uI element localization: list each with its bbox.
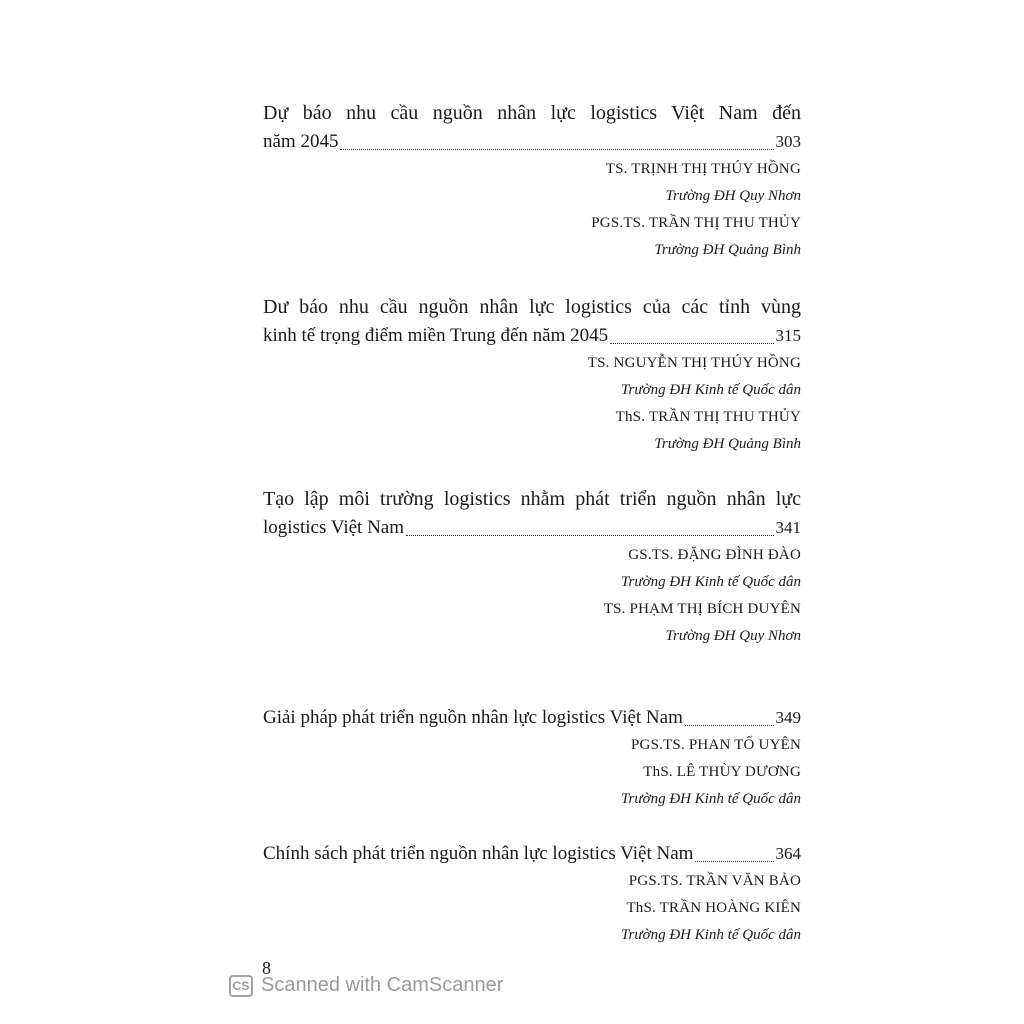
author-affiliation: Trường ĐH Kinh tế Quốc dân: [621, 791, 801, 807]
author-name: TS. NGUYỄN THỊ THÚY HỒNG: [587, 355, 801, 371]
entry-title-line: Dự báo nhu cầu nguồn nhân lực logistics Việt Nam đến: [263, 102, 801, 124]
author-affiliation: Trường ĐH Kinh tế Quốc dân: [621, 382, 801, 398]
author-affiliation: Trường ĐH Quảng Bình: [654, 436, 801, 452]
author-name: PGS.TS. TRẦN THỊ THU THỦY: [591, 215, 801, 231]
toc-entry: [263, 704, 801, 813]
entry-page-number: 364: [775, 844, 801, 863]
toc-entry: [263, 98, 801, 264]
entry-title-line: Tạo lập môi trường logistics nhằm phát triển nguồn nhân lực: [263, 488, 801, 510]
entry-page-number: 349: [775, 708, 801, 727]
entry-title-last-line: [263, 840, 801, 868]
dot-leader: [685, 725, 774, 726]
entry-page-number: 303: [775, 132, 801, 151]
author-name: PGS.TS. TRẦN VĂN BẢO: [628, 873, 801, 889]
entry-title-text: Giải pháp phát triển nguồn nhân lực logistics Việt Nam: [263, 707, 683, 728]
dot-leader: [340, 149, 773, 150]
entry-title-last-line: [263, 704, 801, 732]
entry-title-text: logistics Việt Nam: [263, 517, 404, 538]
entry-title-text: kinh tế trọng điểm miền Trung đến năm 2045: [263, 325, 609, 346]
scanner-watermark: [229, 974, 503, 997]
author-name: TS. TRỊNH THỊ THÚY HỒNG: [605, 161, 801, 177]
camscanner-logo-icon: CS: [229, 975, 253, 997]
entry-title-line: Dư báo nhu cầu nguồn nhân lực logistics của các tỉnh vùng: [263, 296, 801, 318]
dot-leader: [695, 861, 773, 862]
entry-title-last-line: [263, 514, 801, 542]
author-name: GS.TS. ĐẶNG ĐÌNH ĐÀO: [628, 547, 801, 563]
watermark-text: Scanned with CamScanner: [261, 974, 504, 996]
entry-page-number: 315: [775, 326, 801, 345]
author-name: PGS.TS. PHAN TỐ UYÊN: [631, 737, 801, 753]
author-name: TS. PHẠM THỊ BÍCH DUYÊN: [603, 601, 801, 617]
entry-title-last-line: [263, 322, 801, 350]
author-name: ThS. TRẦN HOÀNG KIÊN: [626, 900, 801, 916]
entry-title-text: năm 2045: [263, 131, 339, 152]
author-affiliation: Trường ĐH Kinh tế Quốc dân: [621, 574, 801, 590]
entry-title-last-line: [263, 128, 801, 156]
entry-title-text: Chính sách phát triển nguồn nhân lực logistics Việt Nam: [263, 843, 694, 864]
author-affiliation: Trường ĐH Kinh tế Quốc dân: [621, 927, 801, 943]
toc-entry: [263, 292, 801, 458]
author-name: ThS. TRẦN THỊ THU THỦY: [615, 409, 801, 425]
entry-page-number: 341: [775, 518, 801, 537]
author-affiliation: Trường ĐH Quy Nhơn: [665, 188, 801, 204]
dot-leader: [610, 343, 773, 344]
author-name: ThS. LÊ THÙY DƯƠNG: [643, 764, 801, 780]
toc-entry: [263, 840, 801, 949]
author-affiliation: Trường ĐH Quảng Bình: [654, 242, 801, 258]
page-number: 8: [262, 958, 271, 978]
dot-leader: [406, 535, 774, 536]
author-affiliation: Trường ĐH Quy Nhơn: [665, 628, 801, 644]
toc-entry: [263, 484, 801, 650]
